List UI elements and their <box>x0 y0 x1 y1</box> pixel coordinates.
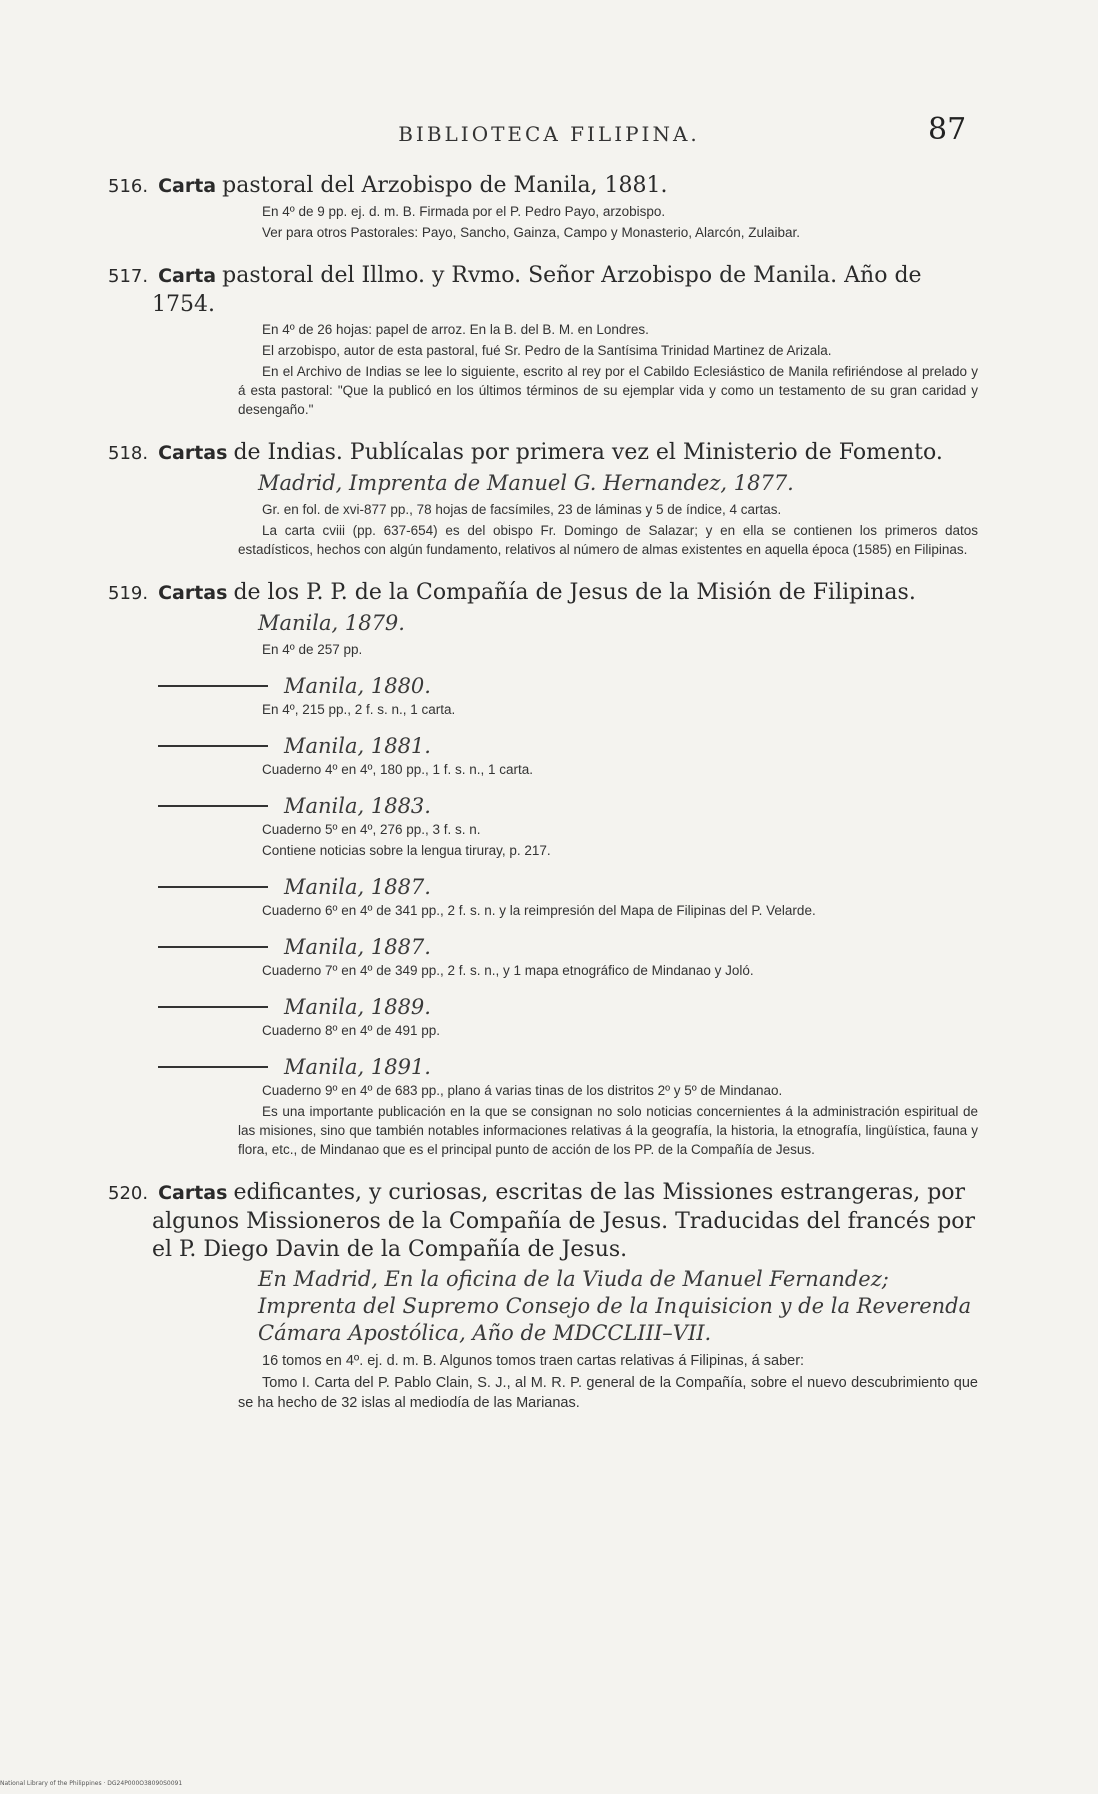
ditto-dash <box>158 886 268 888</box>
entry-imprint: Madrid, Imprenta de Manuel G. Hernandez, 1877. <box>258 471 794 495</box>
running-title: BIBLIOTECA FILIPINA. <box>398 122 700 146</box>
entry-note: En 4º de 257 pp. <box>262 642 363 657</box>
entry-519 <box>108 579 978 1159</box>
entry-heading <box>108 172 978 201</box>
entry-number: 520. <box>108 1183 149 1204</box>
sub-entry <box>108 793 978 819</box>
entry-number: 516. <box>108 176 149 197</box>
sub-entry-imprint: Manila, 1887. <box>284 935 431 959</box>
entry-title: pastoral del Illmo. y Rvmo. Señor Arzobispo de Manila. Año de 1754. <box>152 263 922 317</box>
entry-note: La carta cviii (pp. 637-654) es del obispo Fr. Domingo de Salazar; y en ella se contienen los primeros datos estadísticos, hechos con algún fundamento, relativos al número de almas existentes en aquella época (1585) en Filipinas. <box>238 523 978 557</box>
entry-heading <box>108 439 978 468</box>
sub-entry-imprint: Manila, 1881. <box>284 734 431 758</box>
entry-title: de Indias. Publícalas por primera vez el Ministerio de Fomento. <box>233 440 943 465</box>
entry-title: de los P. P. de la Compañía de Jesus de la Misión de Filipinas. <box>233 580 916 605</box>
ditto-dash <box>158 745 268 747</box>
ditto-dash <box>158 946 268 948</box>
sub-entry <box>108 874 978 900</box>
ditto-dash <box>158 805 268 807</box>
entry-note: En 4º, 215 pp., 2 f. s. n., 1 carta. <box>262 702 456 717</box>
ditto-dash <box>158 685 268 687</box>
entry-number: 518. <box>108 443 149 464</box>
entry-note: Cuaderno 7º en 4º de 349 pp., 2 f. s. n., y 1 mapa etnográfico de Mindanao y Joló. <box>262 963 754 978</box>
scan-credit: National Library of the Philippines · DG24P000O38090S0091 <box>0 1780 183 1787</box>
sub-entry-imprint: Manila, 1891. <box>284 1055 431 1079</box>
entry-517 <box>108 262 978 419</box>
sub-entry <box>108 733 978 759</box>
ditto-dash <box>158 1066 268 1068</box>
entry-number: 519. <box>108 583 149 604</box>
entry-note: Es una importante publicación en la que se consignan no solo noticias concernientes á la administración espiritual de las misiones, sino que también notables informaciones relativas á la geografía, la historia, la etnografía, lingüística, fauna y flora, etc., de Mindanao que es el principal punto de acción de los PP. de la Compañía de Jesus. <box>238 1104 978 1157</box>
sub-entry <box>108 934 978 960</box>
entry-516 <box>108 172 978 242</box>
entry-note: Cuaderno 8º en 4º de 491 pp. <box>262 1023 440 1038</box>
entry-note: Tomo I. Carta del P. Pablo Clain, S. J., al M. R. P. general de la Compañía, sobre el nuevo descubrimiento que se ha hecho de 32 islas al mediodía de las Marianas. <box>238 1375 978 1411</box>
sub-entry <box>108 1054 978 1080</box>
entry-imprint: Manila, 1879. <box>258 611 405 635</box>
entry-keyword: Cartas <box>158 582 228 604</box>
entry-note: En 4º de 9 pp. ej. d. m. B. Firmada por el P. Pedro Payo, arzobispo. <box>262 204 666 219</box>
entry-imprint: En Madrid, En la oficina de la Viuda de Manuel Fernandez; Imprenta del Supremo Consejo de la Inquisicion y de la Reverenda Cámara Apostólica, Año de MDCCLIII–VII. <box>258 1267 972 1345</box>
entry-note: Cuaderno 6º en 4º de 341 pp., 2 f. s. n. y la reimpresión del Mapa de Filipinas del P. Velarde. <box>262 903 816 918</box>
entry-note: Cuaderno 9º en 4º de 683 pp., plano á varias tinas de los distritos 2º y 5º de Mindanao. <box>262 1083 783 1098</box>
entry-keyword: Cartas <box>158 442 228 464</box>
sub-entry-imprint: Manila, 1889. <box>284 995 431 1019</box>
sub-entry <box>108 673 978 699</box>
entries-list <box>108 172 978 1433</box>
sub-entry-imprint: Manila, 1883. <box>284 794 431 818</box>
entry-note: En 4º de 26 hojas: papel de arroz. En la B. del B. M. en Londres. <box>262 322 649 337</box>
entry-note: Ver para otros Pastorales: Payo, Sancho, Gainza, Campo y Monasterio, Alarcón, Zulaibar. <box>262 225 801 240</box>
entry-note: Cuaderno 5º en 4º, 276 pp., 3 f. s. n. <box>262 822 481 837</box>
entry-keyword: Carta <box>158 265 217 287</box>
entry-518 <box>108 439 978 559</box>
entry-heading <box>108 579 978 608</box>
entry-title: edificantes, y curiosas, escritas de las Missiones estrangeras, por algunos Missioneros de la Compañía de Jesus. Traducidas del francés por el P. Diego Davin de la Compañía de Jesus. <box>152 1180 976 1262</box>
entry-keyword: Carta <box>158 175 217 197</box>
ditto-dash <box>158 1006 268 1008</box>
entry-number: 517. <box>108 266 149 287</box>
entry-keyword: Cartas <box>158 1182 228 1204</box>
entry-note: 16 tomos en 4º. ej. d. m. B. Algunos tomos traen cartas relativas á Filipinas, á saber: <box>262 1353 805 1369</box>
entry-title: pastoral del Arzobispo de Manila, 1881. <box>222 173 668 198</box>
page-number: 87 <box>928 112 967 147</box>
entry-note: En el Archivo de Indias se lee lo siguiente, escrito al rey por el Cabildo Eclesiástico de Manila refiriéndose al prelado y á esta pastoral: "Que la publicó en los últimos términos de su ejemplar vida y como un testamento de su gran caridad y desengaño." <box>238 364 978 417</box>
sub-entry-imprint: Manila, 1887. <box>284 875 431 899</box>
sub-entry <box>108 994 978 1020</box>
entry-note: Cuaderno 4º en 4º, 180 pp., 1 f. s. n., 1 carta. <box>262 762 534 777</box>
entry-note: El arzobispo, autor de esta pastoral, fué Sr. Pedro de la Santísima Trinidad Martinez de Arizala. <box>262 343 832 358</box>
entry-heading <box>108 262 978 319</box>
entry-520 <box>108 1179 978 1413</box>
entry-note: Contiene noticias sobre la lengua tiruray, p. 217. <box>262 843 551 858</box>
entry-heading <box>108 1179 978 1264</box>
sub-entry-imprint: Manila, 1880. <box>284 674 431 698</box>
entry-note: Gr. en fol. de xvi-877 pp., 78 hojas de facsímiles, 23 de láminas y 5 de índice, 4 cartas. <box>262 502 782 517</box>
